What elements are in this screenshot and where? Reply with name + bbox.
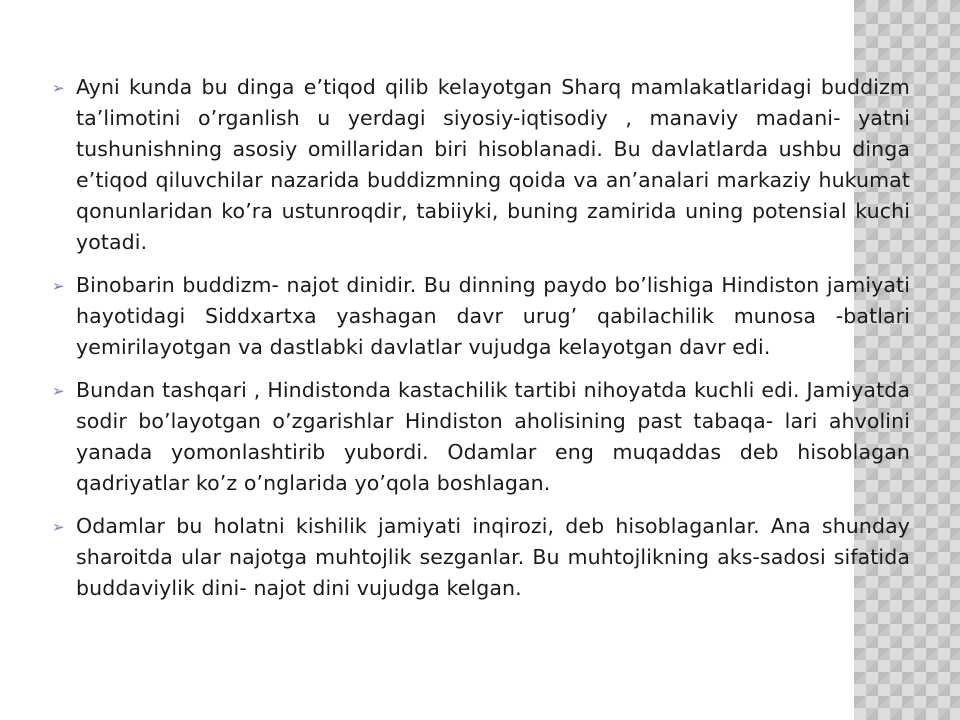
arrow-bullet-icon: ➢ (52, 518, 65, 536)
arrow-bullet-icon: ➢ (52, 277, 65, 295)
bullet-text: Ayni kunda bu dinga e’tiqod qilib kelayotgan Sharq mamlakatlaridagi buddizm ta’limotini o’rganlish u yerdagi siyosiy-iqtisodiy , manaviy madani- yatni tushunishning asosiy omillaridan biri hisoblanadi. Bu davlatlarda ushbu dinga e’tiqod qiluvchilar nazarida buddizmning qoida va an’analari markaziy hukumat qonunlaridan ko’ra ustunroqdir, tabiiyki, buning zamirida uning potensial kuchi yotadi. (76, 75, 910, 254)
bullet-item (52, 511, 910, 604)
bullet-list (52, 72, 910, 616)
bullet-item (52, 375, 910, 499)
bullet-item (52, 72, 910, 258)
bullet-text: Bundan tashqari , Hindistonda kastachilik tartibi nihoyatda kuchli edi. Jamiyatda sodir bo’layotgan o’zgarishlar Hindiston aholisining past tabaqa- lari ahvolini yanada yomonlashtirib yubordi. Odamlar eng muqaddas deb hisoblagan qadriyatlar ko’z o’nglarida yo’qola boshlagan. (76, 378, 910, 495)
arrow-bullet-icon: ➢ (52, 79, 65, 97)
bullet-text: Binobarin buddizm- najot dinidir. Bu dinning paydo bo’lishiga Hindiston jamiyati hayotidagi Siddxartxa yashagan davr urug’ qabilachilik munosa -batlari yemirilayotgan va dastlabki davlatlar vujudga kelayotgan davr edi. (76, 273, 910, 359)
bullet-text: Odamlar bu holatni kishilik jamiyati inqirozi, deb hisoblaganlar. Ana shunday sharoitda ular najotga muhtojlik sezganlar. Bu muhtojlikning aks-sadosi sifatida buddaviylik dini- najot dini vujudga kelgan. (76, 514, 910, 600)
bullet-item (52, 270, 910, 363)
arrow-bullet-icon: ➢ (52, 382, 65, 400)
